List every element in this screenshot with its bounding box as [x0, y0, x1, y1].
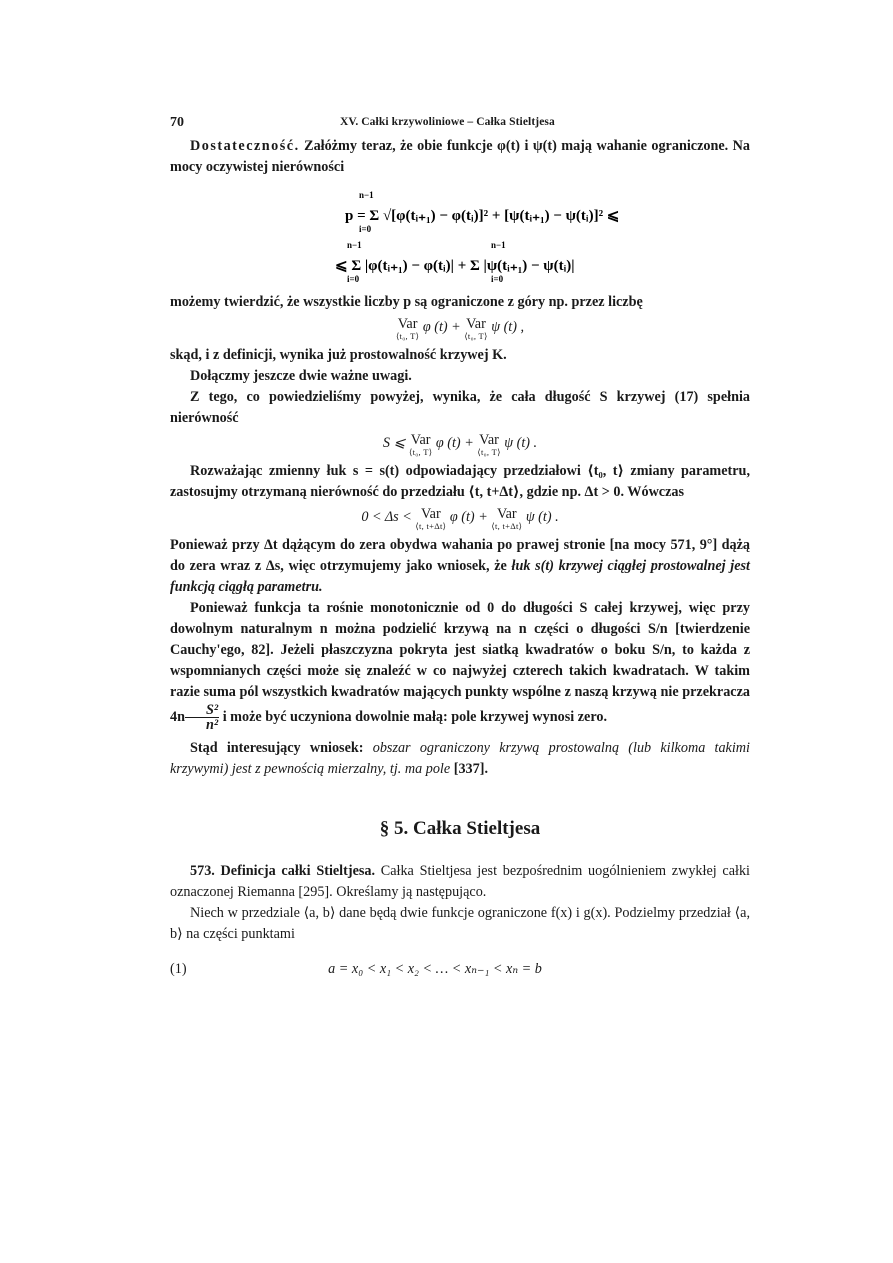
fraction-numerator: S²: [185, 703, 219, 718]
paragraph-text-2: [337].: [450, 761, 488, 777]
lhs-term: 0 < Δs <: [361, 509, 412, 525]
psi-term: ψ (t) ,: [491, 319, 525, 335]
var-label: Var: [466, 316, 486, 332]
sum-upper-1: n−1: [359, 190, 374, 200]
paragraph-area-zero: [170, 598, 750, 732]
var-label: Var: [420, 506, 441, 522]
var-psi: [464, 317, 487, 341]
sum-lower-1: i=0: [359, 224, 372, 234]
formula-line-1: p = Σ √[φ(tᵢ₊₁) − φ(tᵢ)]² + [ψ(tᵢ₊₁) − ψ(tᵢ)]² ⩽: [345, 208, 620, 224]
var-subscript: ⟨t₀, T⟩: [408, 447, 433, 457]
page: [170, 112, 750, 980]
lhs-term: S ⩽: [382, 435, 406, 451]
numbered-equation: [170, 959, 750, 980]
paragraph-rectifiable: skąd, i z definicji, wynika już prostowalność krzywej K.: [170, 347, 507, 363]
page-number: 70: [170, 115, 184, 130]
var-psi: [477, 433, 500, 457]
var-phi: [396, 317, 419, 341]
sum-lower-3: i=0: [491, 274, 504, 284]
var-subscript: ⟨t₀, T⟩: [464, 331, 488, 341]
formula-line-2: ⩽ Σ |φ(tᵢ₊₁) − φ(tᵢ)| + Σ |ψ(tᵢ₊₁) − ψ(tᵢ)|: [335, 258, 575, 274]
var-phi: [409, 433, 432, 457]
paragraph-remarks: Dołączmy jeszcze dwie ważne uwagi.: [190, 368, 412, 384]
var-subscript: ⟨t₀, T⟩: [395, 331, 420, 341]
paragraph-italic: obszar ograniczony krzywą prostowalną (lub kilkoma takimi krzywymi) jest z pewnością mierzalny, tj. ma pole: [170, 740, 750, 777]
equation-var-sum: [170, 317, 750, 341]
paragraph-bound: możemy twierdzić, że wszystkie liczby p są ograniczone z góry np. przez liczbę: [170, 294, 643, 310]
fraction-denominator: n²: [205, 717, 219, 733]
running-head: XV. Całki krzywoliniowe – Całka Stieltjesa: [340, 116, 555, 128]
paragraph-text: Stąd interesujący wniosek:: [190, 740, 373, 756]
var-label: Var: [479, 432, 499, 448]
paragraph-conclusion: [170, 738, 750, 780]
var-label: Var: [397, 316, 418, 332]
page-header: [170, 112, 750, 136]
paragraph-sufficiency: [170, 136, 750, 178]
sum-upper-2: n−1: [347, 240, 362, 250]
phi-term: φ (t) +: [449, 509, 488, 525]
equation-partition: a = x₀ < x₁ < x₂ < … < xₙ₋₁ < xₙ = b: [328, 961, 542, 977]
var-label: Var: [496, 506, 517, 522]
equation-length-bound: [170, 433, 750, 457]
paragraph-length: Z tego, co powiedzieliśmy powyżej, wynika, że cała długość S krzywej (17) spełnia nierówność: [170, 389, 750, 426]
paragraph-text: Załóżmy teraz, że obie funkcje φ(t) i ψ(t) mają wahanie ograniczone. Na mocy oczywistej nierówności: [170, 138, 750, 175]
paragraph-arc: Rozważając zmienny łuk s = s(t) odpowiadający przedziałowi ⟨t₀, t⟩ zmiany parametru, zastosujmy otrzymaną nierówność do przedziału ⟨t, t+Δt⟩, gdzie np. Δt > 0. Wówczas: [170, 463, 750, 500]
var-label: Var: [410, 432, 431, 448]
sum-lower-2: i=0: [347, 274, 360, 284]
var-phi: [415, 507, 446, 531]
paragraph-continuity: [170, 535, 750, 598]
fraction: [185, 703, 219, 732]
var-subscript: ⟨t₀, T⟩: [477, 447, 501, 457]
paragraph-text: Ponieważ funkcja ta rośnie monotonicznie od 0 do długości S całej krzywej, więc przy dowolnym naturalnym n można podzielić krzywą na n części o długości S/n [twierdzenie Cauchy'ego, 82]. Jeżeli płaszczyzna pokryta jest siatką kwadratów o boku S/n, to każda z wspomnianych części może się znaleźć w co najwyżej czterech takich kwadratach. W takim razie suma pól wszystkich kwadratów mających punkty wspólne z naszą krzywą nie przekracza 4n: [170, 600, 750, 725]
phi-term: φ (t) +: [422, 319, 461, 335]
paragraph-lead: 573. Definicja całki Stieltjesa.: [190, 863, 376, 879]
psi-term: ψ (t) .: [504, 435, 538, 451]
paragraph-text-2: i może być uczyniona dowolnie małą: pole krzywej wynosi zero.: [219, 708, 608, 725]
paragraph-text: Całka Stieltjesa jest bezpośrednim uogólnieniem zwykłej całki oznaczonej Riemanna [295]. Określamy ją następująco.: [170, 863, 750, 900]
paragraph-functions: Niech w przedziale ⟨a, b⟩ dane będą dwie funkcje ograniczone f(x) i g(x). Podzielmy przedział ⟨a, b⟩ na części punktami: [170, 905, 750, 942]
psi-term: ψ (t) .: [525, 509, 559, 525]
formula-inequality: [225, 184, 695, 288]
sum-upper-3: n−1: [491, 240, 506, 250]
equation-number: (1): [170, 961, 187, 977]
section-title: § 5. Całka Stieltjesa: [379, 818, 541, 839]
paragraph-text: Ponieważ przy Δt dążącym do zera obydwa wahania po prawej stronie [na mocy 571, 9°] dążą do zera wraz z Δs, więc otrzymujemy jako wniosek, że: [170, 537, 750, 574]
phi-term: φ (t) +: [435, 435, 474, 451]
var-subscript: ⟨t, t+Δt⟩: [415, 521, 447, 531]
equation-delta-bound: [170, 507, 750, 531]
paragraph-lead: Dostateczność.: [190, 138, 300, 154]
paragraph-italic: łuk s(t) krzywej ciągłej prostowalnej jest funkcją ciągłą parametru.: [170, 558, 750, 595]
var-subscript: ⟨t, t+Δt⟩: [491, 521, 523, 531]
paragraph-definition: [170, 861, 750, 903]
var-psi: [491, 507, 522, 531]
